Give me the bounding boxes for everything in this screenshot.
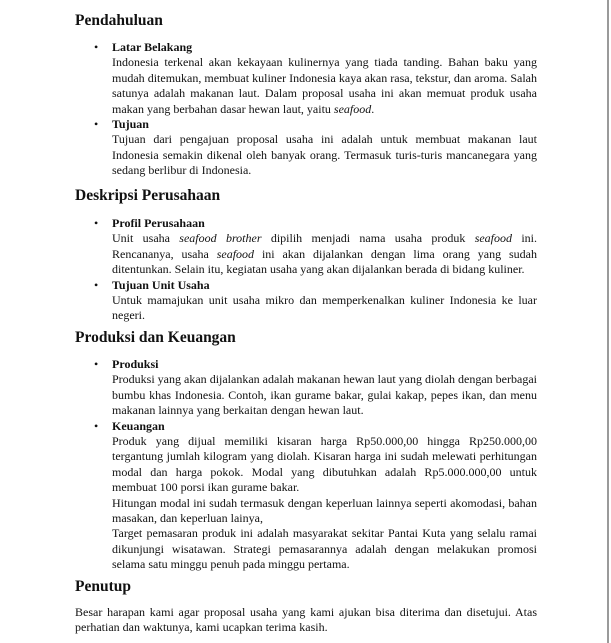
paragraph-latar-belakang: Indonesia terkenal akan kekayaan kulinernya yang tiada tanding. Bahan baku yang mudah ditemukan, membuat kuliner Indonesia kaya akan rasa, tekstur, dan aroma. Salah satunya adalah makanan laut. Dalam proposal usaha ini akan memuat produk usaha makan yang berbahan dasar hewan laut, yaitu seafood. xyxy=(112,55,537,116)
paragraph-keuangan-3: Target pemasaran produk ini adalah masyarakat sekitar Pantai Kuta yang selalu ramai dikunjungi wisatawan. Strategi pemasarannya adalah dengan melakukan promosi selama satu minggu penuh pada minggu pertama. xyxy=(112,526,537,572)
item-title-tujuan: Tujuan xyxy=(112,117,149,132)
paragraph-keuangan-2: Hitungan modal ini sudah termasuk dengan keperluan lainnya seperti akomodasi, bahan masakan, dan keperluan lainya, xyxy=(112,495,537,526)
pendahuluan-list xyxy=(75,40,537,179)
deskripsi-list xyxy=(75,216,537,324)
bullet-icon: • xyxy=(94,418,99,433)
list-item xyxy=(75,357,537,419)
bullet-icon: • xyxy=(94,40,99,54)
produksi-list xyxy=(75,357,537,573)
list-item xyxy=(75,216,537,278)
paragraph-produksi: Produksi yang akan dijalankan adalah makanan hewan laut yang diolah dengan berbagai bumbu khas Indonesia. Contoh, ikan gurame bakar, gulai kakap, pepes ikan, dan menu makanan lainnya yang berkaitan dengan hewan laut. xyxy=(112,372,537,418)
list-item xyxy=(75,278,537,324)
item-title-tujuan-unit: Tujuan Unit Usaha xyxy=(112,277,210,292)
paragraph-keuangan-1: Produk yang dijual memiliki kisaran harga Rp50.000,00 hingga Rp250.000,00 tergantung jumlah kilogram yang diolah. Kisaran harga ini sudah melewati perhitungan modal dan harga pokok. Modal yang dibutuhkan adalah Rp5.000.000,00 untuk membuat 100 porsi ikan gurame bakar. xyxy=(112,434,537,495)
bullet-icon: • xyxy=(94,357,99,371)
item-title-produksi: Produksi xyxy=(112,357,159,371)
paragraph-tujuan-unit: Untuk mamajukan unit usaha mikro dan memperkenalkan kuliner Indonesia ke luar negeri. xyxy=(112,293,537,323)
bullet-icon: • xyxy=(94,216,99,230)
heading-produksi: Produksi dan Keuangan xyxy=(75,329,236,346)
section-deskripsi xyxy=(75,187,537,324)
heading-deskripsi: Deskripsi Perusahaan xyxy=(75,187,221,204)
paragraph-profil: Unit usaha seafood brother dipilih menjadi nama usaha produk seafood ini. Rencananya, usaha seafood ini akan dijalankan dengan lima orang yang sudah ditentunkan. Selain itu, kegiatan usaha yang akan dijalankan berada di bidang kuliner. xyxy=(112,231,538,277)
paragraph-tujuan: Tujuan dari pengajuan proposal usaha ini adalah untuk membuat makanan laut Indonesia semakin dikenal oleh banyak orang. Termasuk turis-turis mancanegara yang sedang berlibur di Indonesia. xyxy=(112,132,537,178)
list-item xyxy=(75,419,537,573)
item-title-latar-belakang: Latar Belakang xyxy=(112,40,193,54)
item-title-keuangan: Keuangan xyxy=(112,418,165,433)
bullet-icon: • xyxy=(94,117,99,132)
list-item xyxy=(75,117,537,179)
item-title-profil: Profil Perusahaan xyxy=(112,216,205,230)
list-item xyxy=(75,40,537,117)
bullet-icon: • xyxy=(94,277,99,292)
section-produksi xyxy=(75,329,537,573)
heading-pendahuluan: Pendahuluan xyxy=(75,12,163,29)
section-penutup xyxy=(75,578,537,636)
section-pendahuluan xyxy=(75,12,537,179)
paragraph-penutup: Besar harapan kami agar proposal usaha yang kami ajukan bisa diterima dan disetujui. Atas perhatian dan waktunya, kami ucapkan terima kasih. xyxy=(75,605,537,635)
heading-penutup: Penutup xyxy=(75,578,131,595)
